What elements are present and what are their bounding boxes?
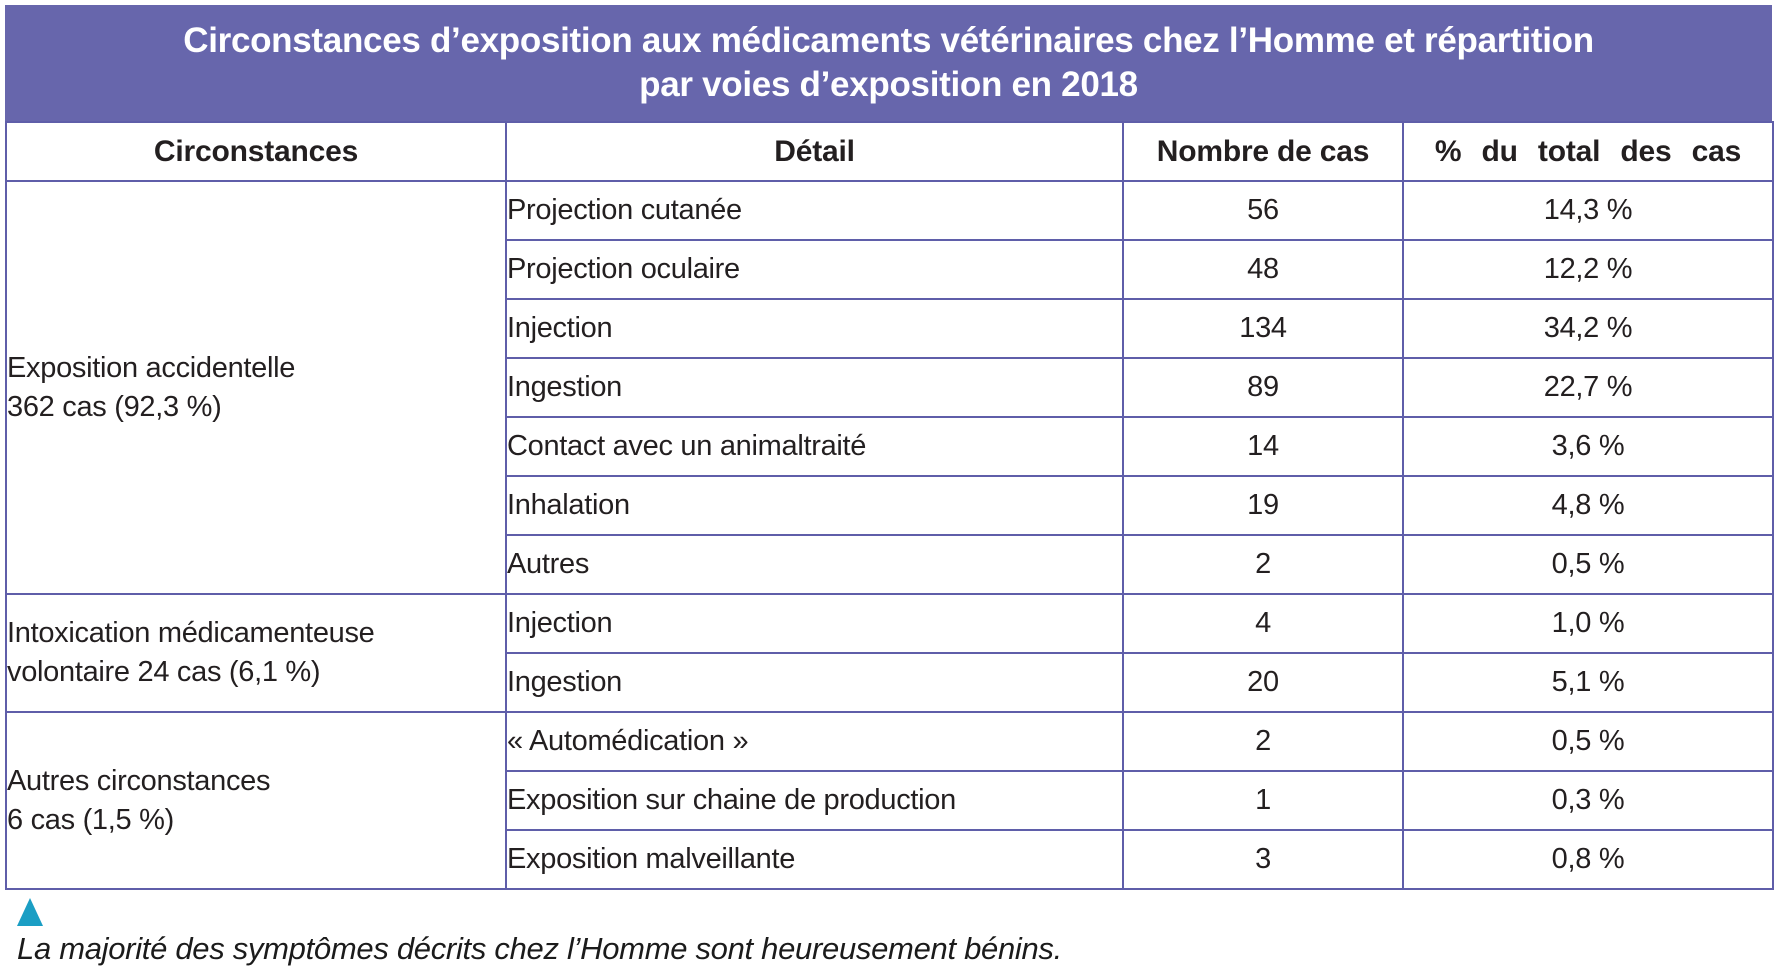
detail-cell: Autres — [506, 535, 1123, 594]
group-cell-autres-circonstances — [6, 712, 506, 889]
table-row — [6, 181, 1773, 240]
cases-cell: 89 — [1123, 358, 1403, 417]
detail-cell: Ingestion — [506, 653, 1123, 712]
group-label-line-1: Intoxication médicamenteuse — [7, 617, 375, 649]
cases-cell: 48 — [1123, 240, 1403, 299]
group-label-line-2: 362 cas (92,3 %) — [7, 390, 222, 423]
group-cell-exposition-accidentelle — [6, 181, 506, 594]
pct-cell: 12,2 % — [1403, 240, 1773, 299]
table-title-bar — [5, 5, 1772, 121]
cases-cell: 134 — [1123, 299, 1403, 358]
detail-cell: Injection — [506, 299, 1123, 358]
pct-cell: 34,2 % — [1403, 299, 1773, 358]
pct-cell: 0,8 % — [1403, 830, 1773, 889]
detail-cell: Projection oculaire — [506, 240, 1123, 299]
detail-cell: Injection — [506, 594, 1123, 653]
header-circonstances: Circonstances — [6, 122, 506, 181]
table-row — [6, 594, 1773, 653]
pct-cell: 22,7 % — [1403, 358, 1773, 417]
title-line-2: par voies d’exposition en 2018 — [639, 65, 1138, 104]
cases-cell: 1 — [1123, 771, 1403, 830]
header-detail: Détail — [506, 122, 1123, 181]
pct-cell: 5,1 % — [1403, 653, 1773, 712]
exposure-table — [5, 121, 1774, 890]
footnote — [5, 890, 1772, 967]
header-pct-total: % du total des cas — [1403, 122, 1773, 181]
group-label-line-1: Exposition accidentelle — [7, 351, 296, 384]
pct-cell: 0,5 % — [1403, 535, 1773, 594]
cases-cell: 2 — [1123, 535, 1403, 594]
header-row — [6, 122, 1773, 181]
cases-cell: 19 — [1123, 476, 1403, 535]
cases-cell: 3 — [1123, 830, 1403, 889]
detail-cell: « Automédication » — [506, 712, 1123, 771]
pct-cell: 0,5 % — [1403, 712, 1773, 771]
triangle-marker-icon — [17, 898, 43, 926]
group-label-line-2: 6 cas (1,5 %) — [7, 803, 174, 836]
cases-cell: 14 — [1123, 417, 1403, 476]
header-nombre-de-cas: Nombre de cas — [1123, 122, 1403, 181]
title-line-1: Circonstances d’exposition aux médicaments vétérinaires chez l’Homme et répartition — [183, 21, 1594, 60]
pct-cell: 4,8 % — [1403, 476, 1773, 535]
pct-cell: 3,6 % — [1403, 417, 1773, 476]
cases-cell: 56 — [1123, 181, 1403, 240]
detail-cell: Projection cutanée — [506, 181, 1123, 240]
group-cell-intoxication-volontaire — [6, 594, 506, 712]
pct-cell: 0,3 % — [1403, 771, 1773, 830]
detail-cell: Contact avec un animaltraité — [506, 417, 1123, 476]
cases-cell: 4 — [1123, 594, 1403, 653]
group-label-line-2: volontaire 24 cas (6,1 %) — [7, 656, 321, 688]
cases-cell: 2 — [1123, 712, 1403, 771]
cases-cell: 20 — [1123, 653, 1403, 712]
pct-cell: 1,0 % — [1403, 594, 1773, 653]
footnote-caption: La majorité des symptômes décrits chez l’Homme sont heureusement bénins. — [17, 931, 1062, 966]
pct-cell: 14,3 % — [1403, 181, 1773, 240]
detail-cell: Exposition sur chaine de production — [506, 771, 1123, 830]
detail-cell: Inhalation — [506, 476, 1123, 535]
detail-cell: Exposition malveillante — [506, 830, 1123, 889]
table-row — [6, 712, 1773, 771]
detail-cell: Ingestion — [506, 358, 1123, 417]
group-label-line-1: Autres circonstances — [7, 764, 271, 797]
